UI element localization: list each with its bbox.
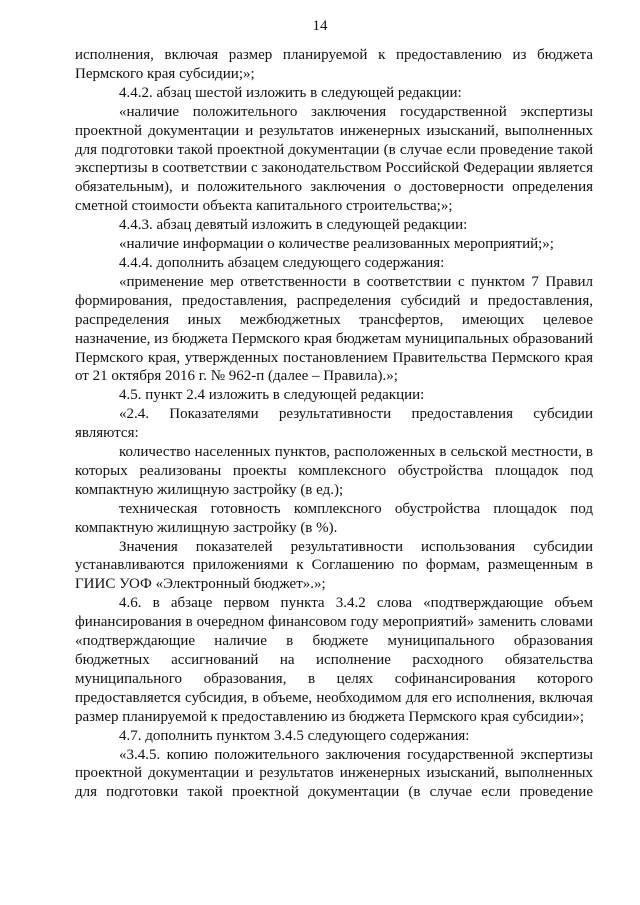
paragraph: Значения показателей результативности использования субсидии устанавливаются приложениями к Соглашению по формам, размещенным в ГИИС УОФ «Электронный бюджет».»; (75, 538, 593, 593)
paragraph: 4.4.4. дополнить абзацем следующего содержания: (119, 254, 445, 271)
paragraph: техническая готовность комплексного обустройства площадок под компактную жилищную застройку (в %). (75, 500, 593, 536)
paragraph: «3.4.5. копию положительного заключения государственной экспертизы проектной документации и результатов инженерных изысканий, выполненных для подготовки такой проектной документации (в случае если проведение (75, 746, 593, 801)
paragraph: «применение мер ответственности в соответствии с пунктом 7 Правил формирования, предоставления, распределения субсидий и предоставления, распределения иных межбюджетных трансфертов, имеющих целевое назначение, из бюджета Пермского края бюджетам муниципальных образований Пермского края, утвержденных постановлением Правительства Пермского края от 21 октября 2016 г. № 962-п (далее – Правила).»; (75, 273, 593, 385)
paragraph: количество населенных пунктов, расположенных в сельской местности, в которых реализованы проекты комплексного обустройства площадок под компактную жилищную застройку (в ед.); (75, 444, 593, 498)
paragraph: 4.6. в абзаце первом пункта 3.4.2 слова «подтверждающие объем финансирования в очередном финансовом году мероприятий» заменить словами «подтверждающие наличие в бюджете муниципального образования бюджетных ассигнований на исполнение расходного обязательства муниципального образования, в целях софинансирования которого предоставляется субсидия, в объеме, необходимом для его исполнения, включая размер планируемой к предоставлению из бюджета Пермского края субсидии»; (75, 595, 593, 725)
paragraph: 4.4.2. абзац шестой изложить в следующей редакции: (119, 84, 462, 101)
paragraph: 4.5. пункт 2.4 изложить в следующей редакции: (119, 387, 425, 404)
document-body (75, 46, 593, 802)
paragraph: «наличие положительного заключения государственной экспертизы проектной документации и результатов инженерных изысканий, выполненных для подготовки такой проектной документации (в случае если проведение такой экспертизы в соответствии с законодательством Российской Федерации является обязательным), и положительного заключения о достоверности определения сметной стоимости объекта капитального строительства;»; (75, 103, 593, 215)
paragraph: 4.4.3. абзац девятый изложить в следующей редакции: (119, 217, 468, 234)
page-number: 14 (312, 18, 328, 34)
paragraph: «2.4. Показателями результативности предоставления субсидии являются: (75, 406, 593, 442)
paragraph: «наличие информации о количестве реализованных мероприятий;»; (119, 236, 554, 253)
paragraph: исполнения, включая размер планируемой к предоставлению из бюджета Пермского края субсидии;»; (75, 47, 593, 82)
paragraph: 4.7. дополнить пунктом 3.4.5 следующего содержания: (119, 727, 470, 744)
